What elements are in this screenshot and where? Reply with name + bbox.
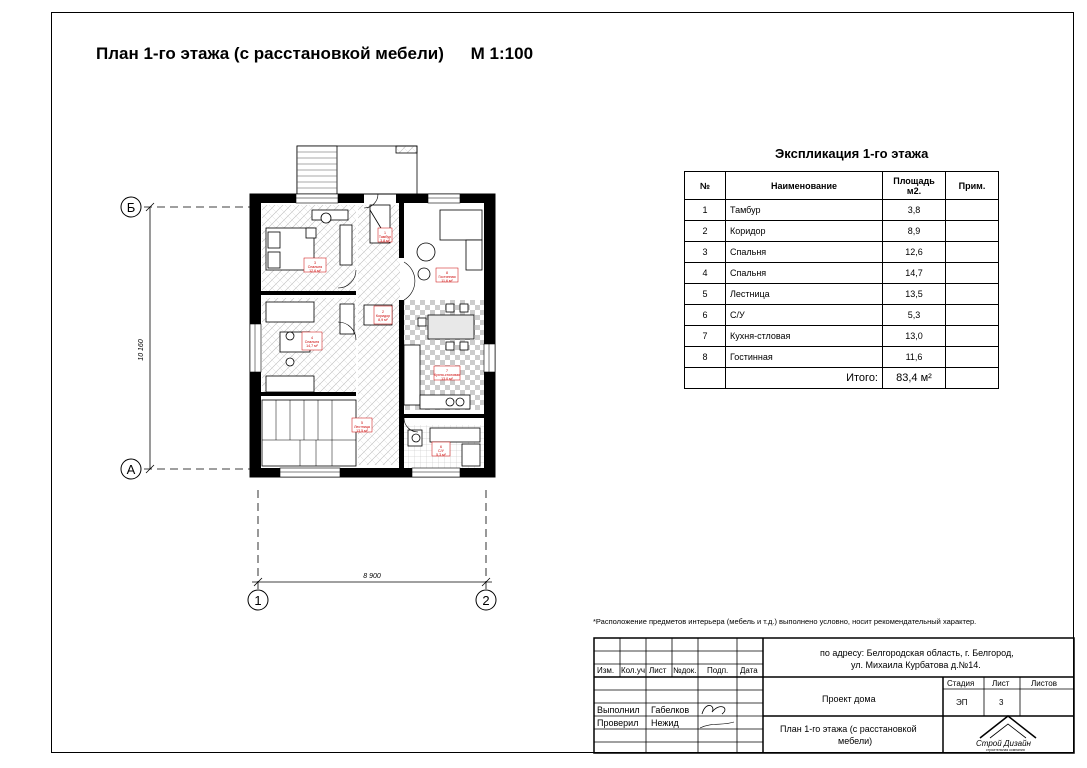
sheet-value: 3 xyxy=(999,698,1004,707)
room-label-5: Лестница xyxy=(354,425,370,429)
proveril-label: Проверил xyxy=(597,718,639,728)
explication-cell-name: Гостинная xyxy=(726,347,883,368)
stage-value: ЭП xyxy=(956,698,968,707)
explication-cell-name: Тамбур xyxy=(726,200,883,221)
col-name: Наименование xyxy=(726,172,883,200)
axis-a-label: А xyxy=(126,462,136,477)
furniture-note: *Расположение предметов интерьера (мебель и т.д.) выполнено условно, носит рекомендательный характер. xyxy=(593,617,977,626)
room-label-8: 8 xyxy=(446,271,448,275)
room-label-2: 8,9 м² xyxy=(378,318,388,322)
explication-cell-area: 13,5 xyxy=(883,284,946,305)
explication-cell-name: С/У xyxy=(726,305,883,326)
axis-1-label: 1 xyxy=(254,593,262,608)
explication-cell-name: Лестница xyxy=(726,284,883,305)
scale-text: М 1:100 xyxy=(470,44,534,63)
explication-cell-area: 5,3 xyxy=(883,305,946,326)
col-izm-label: Изм. xyxy=(597,666,615,675)
explication-cell-num: 7 xyxy=(685,326,726,347)
address-line1: по адресу: Белгородская область, г. Белгород, xyxy=(820,648,1014,658)
room-label-5: 13,5 м² xyxy=(356,429,368,433)
total-label: Итого: xyxy=(726,368,883,389)
room-label-4: 14,7 м² xyxy=(306,344,318,348)
room-label-2: Коридор xyxy=(375,314,391,318)
col-ndok-label: №док. xyxy=(673,666,697,675)
stage-label: Стадия xyxy=(947,679,975,688)
address-line2: ул. Михаила Курбатова д.№14. xyxy=(851,660,981,670)
col-area: Площадь м2. xyxy=(883,172,946,200)
col-list-label: Лист xyxy=(649,666,667,675)
vypolnil-label: Выполнил xyxy=(597,705,640,715)
room-label-4: 4 xyxy=(311,336,313,340)
room-label-6: С/У xyxy=(438,449,444,453)
company-logo-subtitle: строительная компания xyxy=(986,748,1025,752)
explication-cell-name: Кухня-стловая xyxy=(726,326,883,347)
room-label-3: 3 xyxy=(314,261,316,265)
axis-2-label: 2 xyxy=(482,593,490,608)
sheet-title-line1: План 1-го этажа (с расстановкой xyxy=(780,724,917,734)
explication-cell-area: 11,6 xyxy=(883,347,946,368)
explication-cell-num: 8 xyxy=(685,347,726,368)
sheets-label: Листов xyxy=(1031,679,1057,688)
width-dimension: 8 900 xyxy=(363,573,381,580)
room-label-8: 11,6 м² xyxy=(441,279,453,283)
col-data-label: Дата xyxy=(740,666,758,675)
sheet-title-line2: мебели) xyxy=(838,736,873,746)
col-num: № xyxy=(685,172,726,200)
proveril-name: Нежид xyxy=(651,718,679,728)
room-label-1: Тамбур xyxy=(378,235,392,239)
explication-cell-num: 3 xyxy=(685,242,726,263)
vypolnil-name: Габелков xyxy=(651,705,690,715)
total-value: 83,4 м² xyxy=(883,368,946,389)
room-label-3: 12,6 м² xyxy=(309,269,321,273)
sheet-label: Лист xyxy=(992,679,1010,688)
axis-b-label: Б xyxy=(126,200,136,215)
explication-cell-num: 5 xyxy=(685,284,726,305)
explication-cell-num: 2 xyxy=(685,221,726,242)
explication-cell-num: 4 xyxy=(685,263,726,284)
room-label-1: 1 xyxy=(384,231,386,235)
explication-cell-area: 8,9 xyxy=(883,221,946,242)
explication-cell-area: 12,6 xyxy=(883,242,946,263)
room-label-6: 5,3 м² xyxy=(436,453,446,457)
room-label-1: 3,8 м² xyxy=(380,239,390,243)
explication-cell-name: Спальня xyxy=(726,242,883,263)
company-logo-text: Строй Дизайн xyxy=(976,739,1031,748)
col-koluch-label: Кол.уч xyxy=(621,666,645,675)
col-note: Прим. xyxy=(946,172,999,200)
room-label-7: 7 xyxy=(446,369,448,373)
explication-cell-num: 1 xyxy=(685,200,726,221)
title-text: План 1-го этажа (с расстановкой мебели) xyxy=(96,44,444,63)
explication-cell-name: Коридор xyxy=(726,221,883,242)
height-dimension: 10 160 xyxy=(138,339,145,361)
room-label-3: Спальня xyxy=(307,265,323,269)
explication-cell-name: Спальня xyxy=(726,263,883,284)
room-label-6: 6 xyxy=(440,445,442,449)
room-label-7: 13,0 м² xyxy=(441,377,453,381)
room-label-4: Спальня xyxy=(304,340,320,344)
col-podp-label: Подп. xyxy=(707,666,729,675)
explication-cell-area: 3,8 xyxy=(883,200,946,221)
room-label-7: Кухня-столовая xyxy=(433,373,461,377)
explication-cell-num: 6 xyxy=(685,305,726,326)
project-name: Проект дома xyxy=(822,694,876,704)
room-label-5: 5 xyxy=(361,421,363,425)
explication-cell-area: 14,7 xyxy=(883,263,946,284)
explication-title: Экспликация 1-го этажа xyxy=(775,146,929,161)
explication-cell-area: 13,0 xyxy=(883,326,946,347)
room-label-2: 2 xyxy=(382,310,384,314)
room-label-8: Гостинная xyxy=(438,275,456,279)
